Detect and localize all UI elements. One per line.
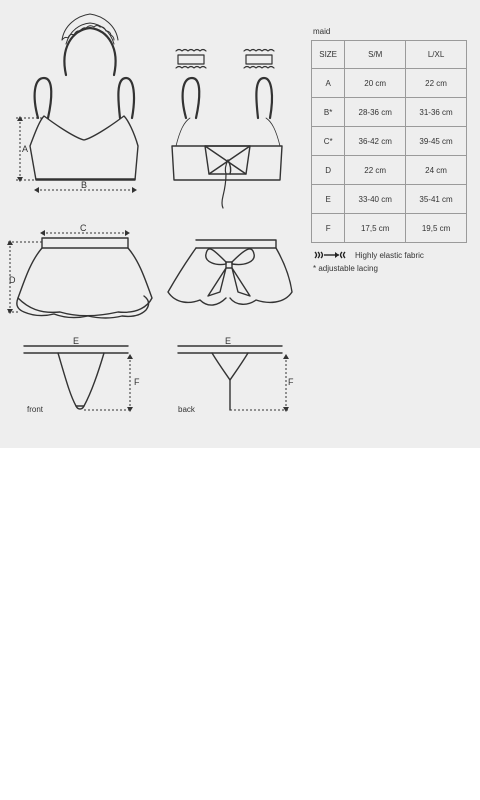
top-back-illustration — [172, 78, 282, 208]
cuff-left-illustration — [176, 50, 206, 69]
skirt-back-illustration — [168, 240, 292, 305]
size-cell: D — [312, 156, 345, 185]
l-xl-cell: 24 cm — [406, 156, 467, 185]
l-xl-cell: 22 cm — [406, 69, 467, 98]
size-cell: C* — [312, 127, 345, 156]
l-xl-cell: 39-45 cm — [406, 127, 467, 156]
thong-back-illustration — [178, 346, 282, 410]
s-m-cell: 22 cm — [345, 156, 406, 185]
table-row — [312, 185, 467, 214]
table-row — [312, 127, 467, 156]
size-cell: F — [312, 214, 345, 243]
s-m-cell: 36-42 cm — [345, 127, 406, 156]
s-m-cell: 17,5 cm — [345, 214, 406, 243]
top-front-illustration — [30, 78, 138, 180]
label-c: C — [80, 223, 87, 233]
header-s-m: S/M — [345, 41, 406, 69]
table-row — [312, 69, 467, 98]
header-size: SIZE — [312, 41, 345, 69]
legend-lacing-text: * adjustable lacing — [313, 264, 378, 273]
elastic-band-icon — [313, 250, 347, 260]
label-f-back: F — [288, 377, 294, 387]
legend-elastic — [313, 250, 424, 260]
label-back: back — [178, 405, 195, 414]
cuff-right-illustration — [244, 50, 274, 69]
size-table-header-row — [312, 41, 467, 69]
thong-front-illustration — [24, 346, 128, 409]
l-xl-cell: 31-36 cm — [406, 98, 467, 127]
size-cell: B* — [312, 98, 345, 127]
table-row — [312, 156, 467, 185]
product-name: maid — [313, 27, 331, 36]
s-m-cell: 20 cm — [345, 69, 406, 98]
size-cell: A — [312, 69, 345, 98]
legend-lacing — [313, 264, 378, 273]
table-row — [312, 98, 467, 127]
garment-diagram — [0, 0, 310, 448]
size-table — [311, 40, 467, 243]
headband-illustration — [62, 14, 118, 75]
l-xl-cell: 19,5 cm — [406, 214, 467, 243]
header-l-xl: L/XL — [406, 41, 467, 69]
label-front: front — [27, 405, 44, 414]
label-d: D — [9, 275, 16, 285]
s-m-cell: 28-36 cm — [345, 98, 406, 127]
label-a: A — [22, 144, 29, 154]
label-b: B — [81, 180, 88, 190]
s-m-cell: 33-40 cm — [345, 185, 406, 214]
label-e-front: E — [73, 336, 80, 346]
size-cell: E — [312, 185, 345, 214]
legend-elastic-text: Highly elastic fabric — [355, 250, 424, 260]
label-f-front: F — [134, 377, 140, 387]
table-row — [312, 214, 467, 243]
skirt-front-illustration — [17, 238, 152, 318]
l-xl-cell: 35-41 cm — [406, 185, 467, 214]
label-e-back: E — [225, 336, 232, 346]
